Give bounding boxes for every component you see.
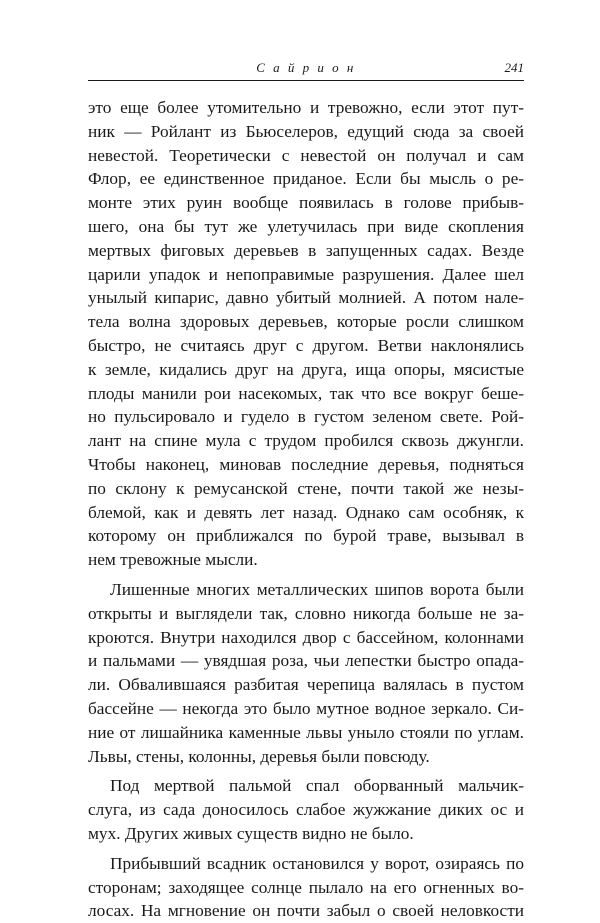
text-line: по склону к ремусанской стене, почти такой же незы-: [88, 478, 524, 498]
text-line: это еще более утомительно и тревожно, если этот пут-: [88, 98, 524, 117]
text-line: которому он приближался по бурой траве, вызывал в: [88, 526, 524, 546]
paragraph: [88, 96, 524, 572]
text-line: открыты и выглядели так, словно никогда больше не за-: [88, 603, 524, 623]
paragraph: [88, 852, 524, 923]
text-line: блемой, как и девять лет назад. Однако сам особняк, к: [88, 502, 524, 522]
text-line: монте этих руин вообще появилась в голове прибыв-: [88, 193, 524, 213]
text-line: слуга, из сада доносилось слабое жужжание диких ос и: [88, 800, 524, 820]
paragraph: [88, 578, 524, 768]
body-text: [88, 96, 524, 923]
text-line: кроются. Внутри находился двор с бассейном, колоннами: [88, 627, 524, 647]
text-line: бассейне — некогда это было мутное водное зеркало. Си-: [88, 698, 524, 718]
text-line: Флор, ее единственное приданое. Если бы мысль о ре-: [88, 169, 524, 189]
text-line: но пульсировало и гудело в густом зеленом свете. Рой-: [88, 407, 524, 427]
text-line: мертвых фиговых деревьев в запущенных садах. Везде: [88, 240, 524, 260]
text-line: ник — Ройлант из Бьюселеров, едущий сюда за своей: [88, 121, 524, 141]
text-line: нем тревожные мысли.: [88, 550, 258, 570]
text-line: ние от лишайника каменные львы уныло стояли по углам.: [88, 722, 524, 742]
text-line: Прибывший всадник остановился у ворот, озираясь по: [110, 853, 524, 873]
text-line: Чтобы наконец, миновав последние деревья, подняться: [88, 454, 524, 474]
text-line: сторонам; заходящее солнце пылало на его огненных во-: [88, 877, 524, 897]
text-line: невестой. Теоретически с невестой он получал и сам: [88, 145, 524, 165]
text-line: и пальмами — увядшая роза, чьи лепестки быстро опада-: [88, 651, 524, 671]
text-line: к земле, кидались друг на друга, ища опоры, мясистые: [88, 359, 524, 379]
text-line: Под мертвой пальмой спал оборванный мальчик-: [110, 776, 524, 796]
text-line: мух. Других живых существ видно не было.: [88, 823, 414, 843]
running-header: [88, 58, 524, 81]
text-line: Львы, стены, колонны, деревья были повсюду.: [88, 746, 430, 766]
text-line: плоды манили рои насекомых, так что все вокруг беше-: [88, 383, 524, 403]
text-line: быстро, не считаясь друг с другом. Ветви наклонялись: [88, 335, 524, 355]
text-line: унылый кипарис, давно убитый молнией. А потом нале-: [88, 288, 524, 308]
text-line: Лишенные многих металлических шипов ворота были: [110, 579, 524, 599]
text-line: лант на спине мула с трудом пробился сквозь джунгли.: [88, 431, 524, 451]
text-line: лосах. На мгновение он почти забыл о своей неловкости: [88, 901, 524, 921]
running-title: С а й р и о н: [256, 60, 356, 75]
text-line: шего, она бы тут же улетучилась при виде скопления: [88, 216, 524, 236]
page-number: 241: [504, 60, 524, 75]
text-line: царили упадок и непоправимые разрушения. Далее шел: [88, 264, 524, 284]
text-line: ли. Обвалившаяся разбитая черепица валялась в пустом: [88, 675, 524, 695]
text-line: тела волна здоровых деревьев, которые росли слишком: [88, 312, 524, 332]
